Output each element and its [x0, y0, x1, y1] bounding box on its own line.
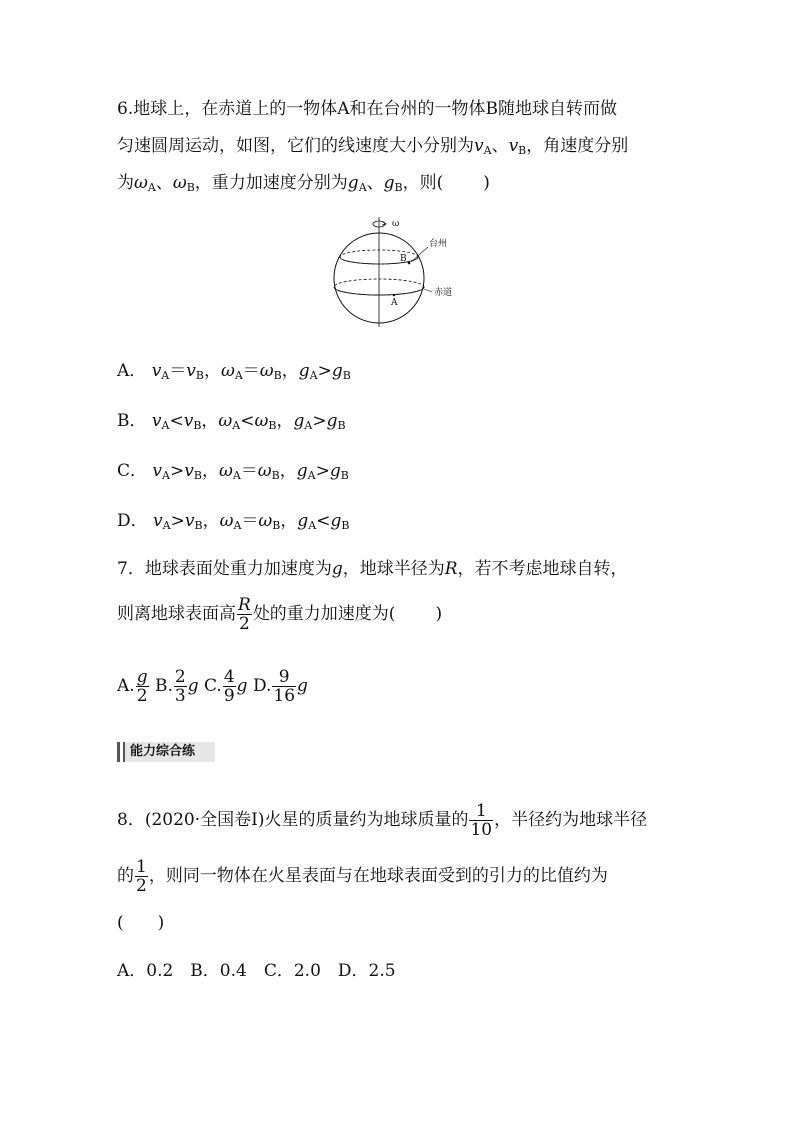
q8-text: 的	[117, 866, 134, 886]
q7-text: 处的重力加速度为(	[252, 604, 396, 624]
fraction-g-over-2: $\frac{g}{2}$	[136, 667, 148, 706]
q6-line-2: 匀速圆周运动，如图，它们的线速度大小分别为$v_A$、$v_B$，角速度分别	[117, 136, 629, 157]
q6-option-c: C． $v_A>v_B$，$\omega_A=\omega_B$，$g_A>g_B$	[117, 461, 349, 482]
q8-text: ，则同一物体在火星表面与在地球表面受到的引力的比值约为	[148, 866, 608, 886]
option-letter: B．	[117, 411, 147, 431]
fraction-4-over-9: $\frac{4}{9}$	[223, 667, 235, 706]
option-letter: A.	[117, 676, 135, 696]
q8-options: A．0.2 B．0.4 C．2.0 D．2.5	[117, 961, 396, 981]
point-a	[393, 294, 396, 297]
q7-text: 7．地球表面处重力加速度为	[117, 559, 332, 579]
q7-text: ，地球半径为	[342, 559, 445, 579]
q6-text: 为	[117, 173, 134, 193]
equator-label: 赤道	[434, 288, 453, 298]
fraction-2-over-3: $\frac{2}{3}$	[174, 667, 186, 706]
point-b-label: B	[400, 254, 407, 264]
option-letter: C．	[117, 461, 148, 481]
q7-text: )	[435, 604, 443, 624]
q6-line-1: 6.地球上，在赤道上的一物体A和在台州的一物体B随地球自转而做	[117, 99, 617, 119]
q6-text: ，则(	[402, 173, 444, 193]
q8-line-2	[117, 858, 608, 895]
section-title: 能力综合练	[117, 742, 215, 762]
q6-text: 角速度分别	[543, 136, 629, 156]
option-letter: D．	[117, 511, 148, 531]
fraction-1-over-10: $\frac{1}{10}$	[470, 801, 493, 840]
q6-text: )	[483, 173, 490, 193]
omega-label: ω	[392, 219, 400, 229]
q6-option-d: D． $v_A>v_B$，$\omega_A=\omega_B$，$g_A<g_B$	[117, 511, 350, 532]
q6-option-a: A． $v_A=v_B$，$\omega_A=\omega_B$，$g_A>g_B$	[117, 361, 351, 382]
option-letter: B.	[154, 676, 173, 696]
q7-text: 则离地球表面高	[117, 604, 236, 624]
option-letter: C.	[204, 676, 222, 696]
q7-line-2	[117, 596, 442, 633]
taizhou-label: 台州	[429, 239, 448, 249]
q6-text: 匀速圆周运动，如图，它们的线速度大小分别为	[117, 136, 474, 156]
q8-line-1	[117, 802, 647, 839]
q6-option-b: B． $v_A<v_B$，$\omega_A<\omega_B$，$g_A>g_B$	[117, 411, 346, 432]
point-a-label: A	[391, 298, 398, 308]
earth-diagram	[328, 215, 468, 333]
point-b	[408, 262, 411, 265]
q7-text: ，若不考虑地球自转，	[457, 559, 628, 579]
q7-line-1: 7．地球表面处重力加速度为g，地球半径为R，若不考虑地球自转，	[117, 559, 628, 579]
q8-text: ，半径约为地球半径	[494, 810, 648, 830]
q8-line-3: ( )	[117, 913, 165, 933]
fraction-r-over-2: $\frac{R}{2}$	[238, 595, 251, 634]
option-letter: A．	[117, 361, 147, 381]
fraction-1-over-2: $\frac{1}{2}$	[136, 857, 147, 896]
fraction-9-over-16: $\frac{9}{16}$	[273, 667, 296, 706]
q6-line-3: 为$\omega_A$、$\omega_B$，重力加速度分别为$g_A$、$g_B$，则( )	[117, 173, 490, 194]
q7-options: A. $\frac{g}{2}$ B. $\frac{2}{3}$ g C. $\frac{4}{9}$ g D. $\frac{9}{16}$ g	[117, 667, 308, 706]
q8-text: 8．(2020·全国卷Ⅰ)火星的质量约为地球质量的	[117, 810, 469, 830]
q6-text: ，重力加速度分别为	[194, 173, 348, 193]
option-letter: D.	[252, 676, 272, 696]
